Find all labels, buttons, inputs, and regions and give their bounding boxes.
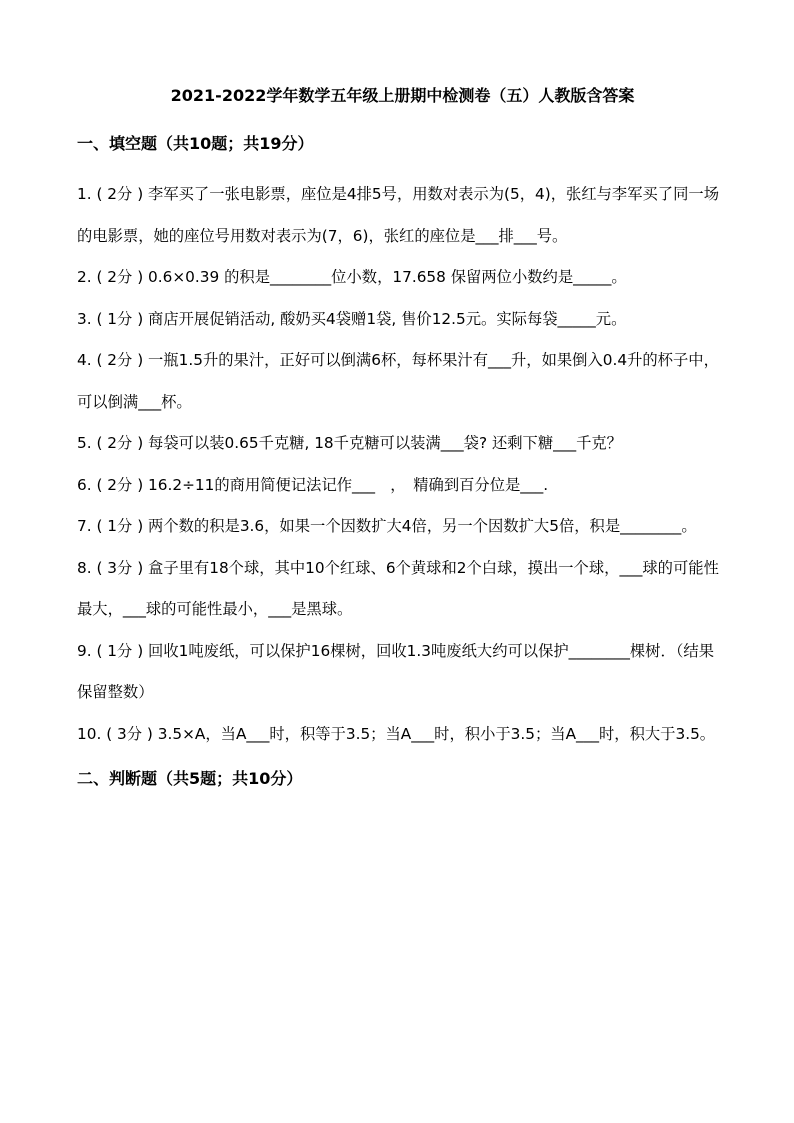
question-text: 3.5×A，当A___时，积等于3.5；当A___时，积小于3.5；当A___时，积大于3.5。 <box>157 724 716 743</box>
question-number: 8. <box>77 558 92 577</box>
question-score: ( 2分 ) <box>91 185 149 203</box>
document-title: 2021-2022学年数学五年级上册期中检测卷（五）人教版含答案 <box>170 86 635 105</box>
question-item <box>77 506 722 548</box>
question-text: 两个数的积是3.6，如果一个因数扩大4倍，另一个因数扩大5倍，积是________。 <box>148 517 697 535</box>
question-score: ( 2分 ) <box>91 475 149 494</box>
section-heading-fill-in: 一、填空题（共10题；共19分） <box>77 134 314 153</box>
question-item <box>77 548 722 631</box>
section-heading-true-false: 二、判断题（共5题；共10分） <box>77 769 303 788</box>
question-item <box>77 465 722 507</box>
question-number: 9. <box>77 641 92 660</box>
question-score: ( 3分 ) <box>101 724 158 743</box>
question-item <box>77 631 722 714</box>
question-score: ( 2分 ) <box>91 351 149 369</box>
question-number: 2. <box>77 268 92 286</box>
question-number: 10. <box>77 724 102 743</box>
question-text: 李军买了一张电影票，座位是4排5号，用数对表示为(5，4)，张红与李军买了同一场的电影票，她的座位号用数对表示为(7，6)，张红的座位是___排___号。 <box>77 185 719 245</box>
question-item <box>77 423 722 465</box>
question-score: ( 2分 ) <box>91 268 149 286</box>
question-score: ( 2分 ) <box>91 434 149 452</box>
question-text: 16.2÷11的商用简便记法记作___ ， 精确到百分位是___. <box>148 475 549 494</box>
question-number: 3. <box>77 309 92 328</box>
question-text: 每袋可以装0.65千克糖, 18千克糖可以装满___袋? 还剩下糖___千克？ <box>148 434 622 452</box>
question-item <box>77 340 722 423</box>
question-score: ( 3分 ) <box>91 558 149 577</box>
question-number: 7. <box>77 517 92 535</box>
question-number: 4. <box>77 351 92 369</box>
question-score: ( 1分 ) <box>91 309 149 328</box>
question-text: 一瓶1.5升的果汁，正好可以倒满6杯，每杯果汁有___升，如果倒入0.4升的杯子中，可以倒满___杯。 <box>77 351 719 411</box>
question-item <box>77 174 722 257</box>
question-score: ( 1分 ) <box>91 517 149 535</box>
question-item <box>77 257 722 299</box>
question-text: 商店开展促销活动, 酸奶买4袋赠1袋, 售价12.5元。实际每袋_____元。 <box>148 309 627 328</box>
question-number: 5. <box>77 434 92 452</box>
question-number: 1. <box>77 185 92 203</box>
question-number: 6. <box>77 475 92 494</box>
question-score: ( 1分 ) <box>91 641 149 660</box>
question-item <box>77 299 722 341</box>
question-item <box>77 714 722 756</box>
question-text: 回收1吨废纸，可以保护16棵树，回收1.3吨废纸大约可以保护________棵树．（结果保留整数） <box>77 641 715 701</box>
question-list <box>77 174 722 755</box>
question-text: 0.6×0.39 的积是________位小数，17.658 保留两位小数约是_____。 <box>148 268 627 286</box>
question-text: 盒子里有18个球，其中10个红球、6个黄球和2个白球，摸出一个球，___球的可能性最大，___球的可能性最小，___是黑球。 <box>77 558 719 618</box>
